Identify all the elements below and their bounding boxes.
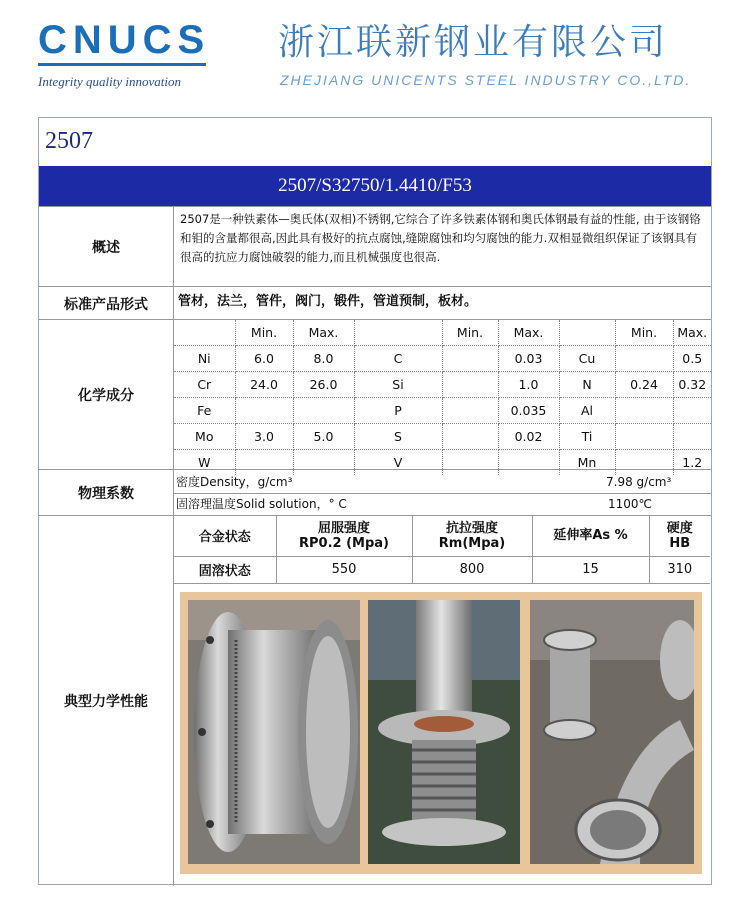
mech-table: [174, 516, 710, 584]
company-name-cn: 浙江联新钢业有限公司: [278, 22, 669, 63]
solution-label: 固溶理温度Solid solution，° C: [176, 497, 347, 511]
chem-cell: [293, 398, 354, 424]
chem-cell: 5.0: [293, 424, 354, 450]
chem-cell: C: [354, 346, 442, 372]
mech-value-state: 固溶状态: [174, 556, 276, 583]
hardness-unit: HB: [669, 535, 691, 551]
physical-label: 物理系数: [39, 470, 174, 516]
density-line: [174, 471, 711, 494]
chem-cell: Mn: [559, 450, 615, 476]
chem-cell: Fe: [174, 398, 235, 424]
chem-cell: Al: [559, 398, 615, 424]
overview-text: 2507是一种铁素体—奥氏体(双相)不锈钢,它综合了许多铁素体钢和奥氏体钢最有益的性能, 由于该钢铬和钼的含量都很高,因此具有极好的抗点腐蚀,缝隙腐蚀和均匀腐蚀的能力.双相显微组织保证了该钢具有很高的抗应力腐蚀破裂的能力,而且机械强度也很高.: [180, 212, 701, 264]
forms-row: [39, 286, 711, 320]
chem-row-cr: [174, 372, 711, 398]
chem-cell: [442, 372, 498, 398]
mech-header-elongation: 延伸率As %: [532, 516, 649, 556]
grade-banner: 2507/S32750/1.4410/F53: [39, 166, 711, 206]
tensile-title: 抗拉强度: [445, 520, 498, 536]
chem-cell: [673, 424, 711, 450]
chem-cell: Cu: [559, 346, 615, 372]
chem-label: 化学成分: [39, 320, 174, 470]
chem-cell: V: [354, 450, 442, 476]
chem-row-mo: [174, 424, 711, 450]
mech-value-row: [174, 556, 710, 583]
mech-label: 典型力学性能: [39, 516, 174, 886]
product-photo-elbow-fittings: [530, 600, 694, 864]
chem-cell: 1.0: [498, 372, 559, 398]
density-value: 7.98 g/cm³: [606, 475, 672, 489]
chem-cell: S: [354, 424, 442, 450]
chem-cell: W: [174, 450, 235, 476]
chem-cell: [235, 398, 293, 424]
chem-cell: [442, 424, 498, 450]
chem-cell: N: [559, 372, 615, 398]
chem-header-cell: Max.: [293, 320, 354, 346]
solution-value: 1100℃: [608, 497, 653, 511]
mech-value-yield: 550: [276, 556, 412, 583]
chem-row-ni: [174, 346, 711, 372]
chem-cell: [615, 424, 673, 450]
chem-header-cell: Min.: [235, 320, 293, 346]
page-header: [0, 0, 750, 105]
company-name-en: ZHEJIANG UNICENTS STEEL INDUSTRY CO.,LTD.: [280, 72, 692, 88]
chem-cell: 0.5: [673, 346, 711, 372]
overview-label: 概述: [39, 207, 174, 287]
chem-header-cell: Max.: [498, 320, 559, 346]
product-photo-panel: [180, 592, 702, 874]
physical-row: [39, 469, 711, 516]
tensile-unit: Rm(Mpa): [438, 535, 506, 551]
chem-cell: [615, 398, 673, 424]
mech-value-hardness: 310: [649, 556, 710, 583]
chem-cell: 24.0: [235, 372, 293, 398]
chem-header-cell: Max.: [673, 320, 711, 346]
chem-cell: 0.32: [673, 372, 711, 398]
mech-header-hardness: [649, 516, 710, 556]
chem-cell: [615, 346, 673, 372]
density-label: 密度Density，g/cm³: [176, 475, 293, 489]
chem-header-cell: [354, 320, 442, 346]
mech-header-row: [174, 516, 710, 556]
mech-value-elongation: 15: [532, 556, 649, 583]
chem-cell: 1.2: [682, 455, 703, 470]
datasheet-frame: [38, 117, 712, 885]
chem-row: [39, 319, 711, 470]
chem-row-fe: [174, 398, 711, 424]
forms-label: 标准产品形式: [39, 287, 174, 320]
chem-cell: 6.0: [235, 346, 293, 372]
chem-cell: Si: [354, 372, 442, 398]
yield-title: 屈服强度: [317, 520, 370, 536]
chem-cell: 0.02: [498, 424, 559, 450]
chem-cell: [442, 398, 498, 424]
product-photo-welded-pipe: [368, 600, 520, 864]
mech-header-state: 合金状态: [174, 516, 276, 556]
chem-cell: Ni: [174, 346, 235, 372]
mech-row: [39, 515, 711, 886]
chem-cell: 0.035: [498, 398, 559, 424]
mech-value-tensile: 800: [412, 556, 532, 583]
chem-cell: P: [354, 398, 442, 424]
chem-header-cell: [559, 320, 615, 346]
chem-cell: 3.0: [235, 424, 293, 450]
chem-header-cell: Min.: [615, 320, 673, 346]
chem-table: [174, 320, 711, 475]
grade-title: 2507: [45, 128, 93, 154]
chem-header-row: [174, 320, 711, 346]
chem-cell: 8.0: [293, 346, 354, 372]
logo-tagline: Integrity quality innovation: [38, 74, 181, 89]
chem-cell: Mo: [174, 424, 235, 450]
chem-header-cell: [174, 320, 235, 346]
hardness-title: 硬度: [666, 520, 693, 536]
company-logo: CNUCS: [38, 18, 211, 62]
chem-cell: 0.03: [498, 346, 559, 372]
product-photo-flange-spool: [188, 600, 360, 864]
chem-cell: Cr: [174, 372, 235, 398]
chem-cell: 26.0: [293, 372, 354, 398]
mech-header-tensile: [412, 516, 532, 556]
chem-header-cell: Min.: [442, 320, 498, 346]
chem-cell: Ti: [559, 424, 615, 450]
yield-unit: RP0.2 (Mpa): [299, 535, 389, 551]
mech-header-yield: [276, 516, 412, 556]
chem-cell: [673, 398, 711, 424]
logo-underline: [38, 63, 206, 66]
solution-line: [174, 493, 711, 515]
chem-cell: 0.24: [615, 372, 673, 398]
forms-text: 管材，法兰，管件，阀门，锻件，管道预制，板材。: [178, 294, 478, 309]
chem-cell: [442, 346, 498, 372]
overview-row: [39, 206, 711, 287]
